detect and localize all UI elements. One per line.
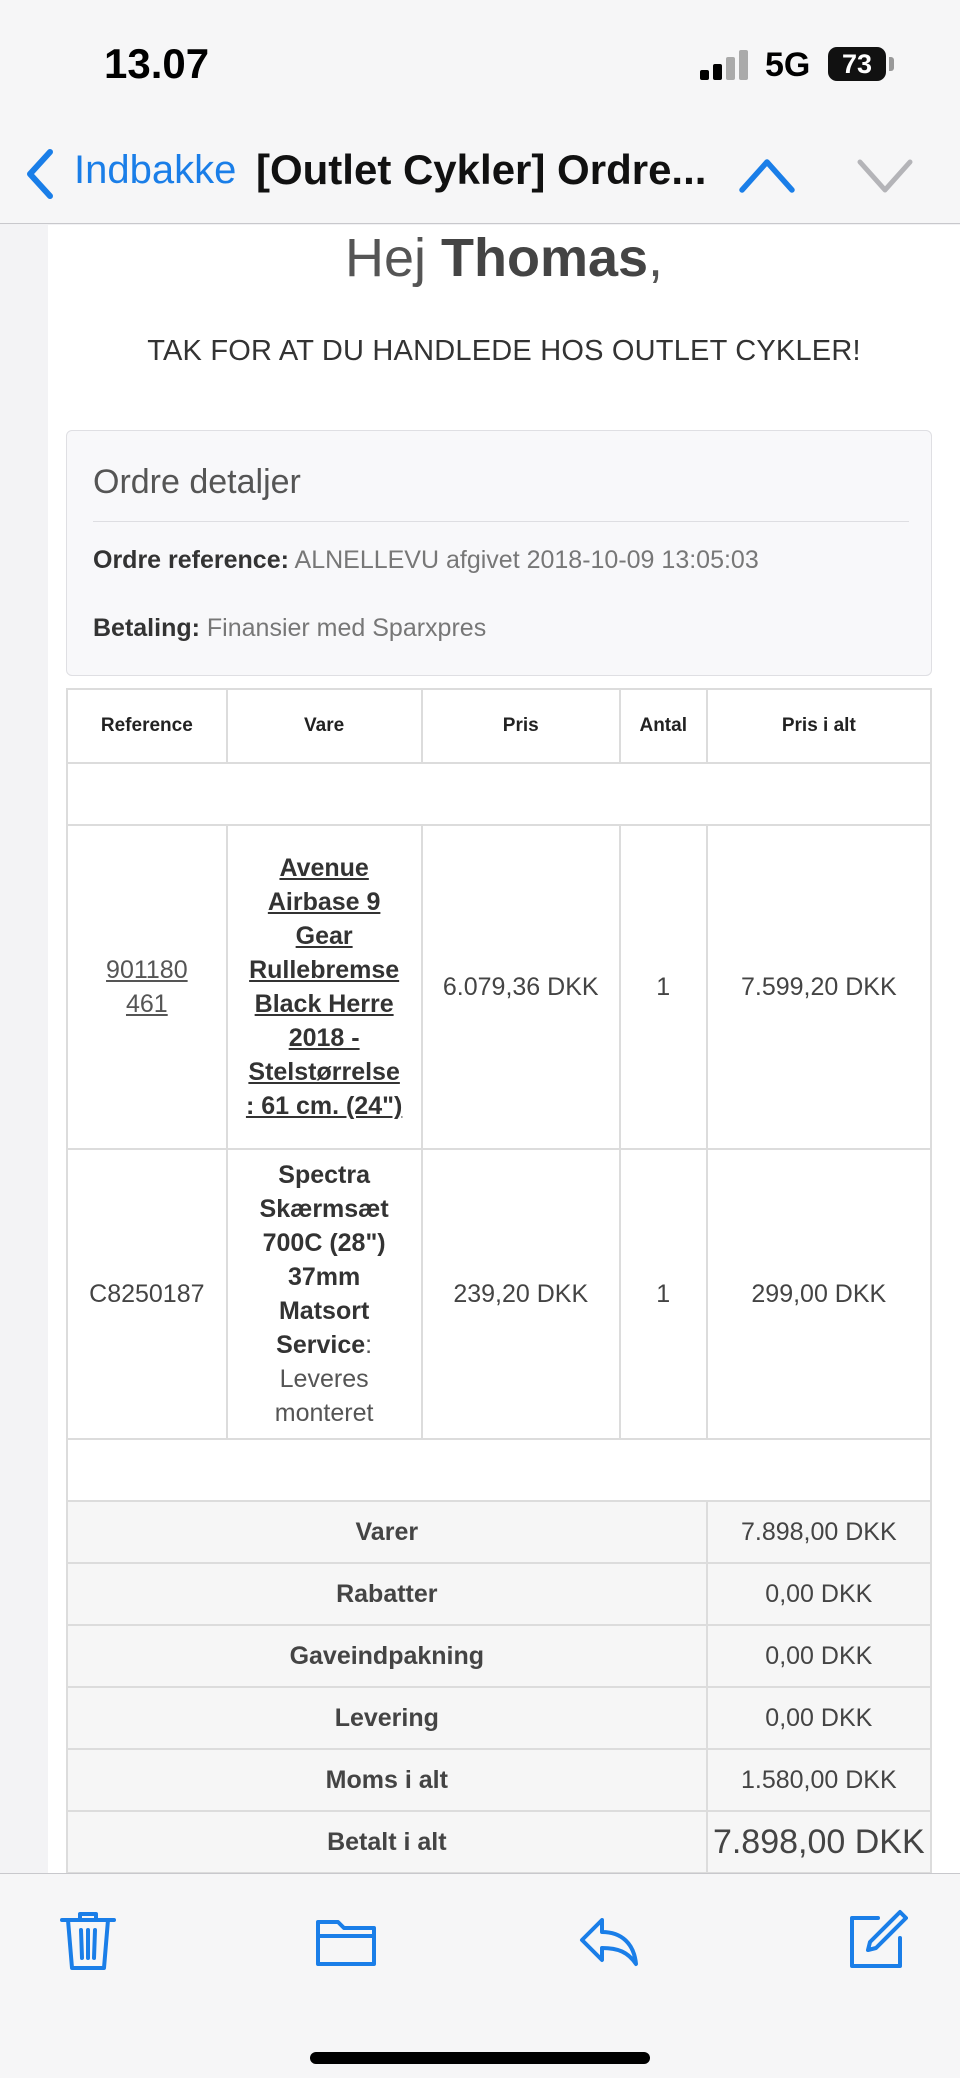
chevron-up-icon[interactable] <box>738 150 796 200</box>
reference-cell: C8250187 <box>67 1149 227 1439</box>
spacer-row <box>67 763 931 825</box>
signal-icon <box>700 50 752 80</box>
order-items-table <box>66 688 932 1873</box>
product-cell <box>227 1149 422 1439</box>
column-header: Vare <box>227 689 422 763</box>
summary-value: 0,00 DKK <box>707 1563 931 1625</box>
divider <box>93 521 909 522</box>
service-label: Service <box>276 1331 366 1359</box>
greeting-suffix: , <box>648 228 664 288</box>
bottom-toolbar <box>0 1873 960 2078</box>
service-value: : Leveres monteret <box>274 1331 374 1427</box>
summary-label: Varer <box>67 1501 707 1563</box>
summary-row <box>67 1687 931 1749</box>
nav-title: [Outlet Cykler] Ordre... <box>256 146 707 193</box>
network-label: 5G <box>765 46 811 84</box>
status-time: 13.07 <box>104 40 210 87</box>
summary-label: Rabatter <box>67 1563 707 1625</box>
table-header-row <box>67 689 931 763</box>
summary-label: Gaveindpakning <box>67 1625 707 1687</box>
column-header: Pris <box>422 689 620 763</box>
order-payment <box>93 614 486 643</box>
order-reference-value: ALNELLEVU afgivet 2018-10-09 13:05:03 <box>294 546 759 574</box>
product-reference-link[interactable]: 901180461 <box>106 956 188 1018</box>
total-cell: 299,00 DKK <box>707 1149 931 1439</box>
spacer-row <box>67 1439 931 1501</box>
reply-icon[interactable] <box>576 1908 640 1972</box>
battery-icon: 73 <box>828 47 886 81</box>
folder-icon[interactable] <box>314 1908 378 1972</box>
summary-value: 7.898,00 DKK <box>707 1501 931 1563</box>
back-button[interactable]: Indbakke <box>74 148 237 192</box>
greeting <box>48 227 960 289</box>
greeting-name: Thomas <box>440 228 649 288</box>
table-row <box>67 825 931 1149</box>
total-cell: 7.599,20 DKK <box>707 825 931 1149</box>
column-header: Reference <box>67 689 227 763</box>
summary-row <box>67 1625 931 1687</box>
product-cell <box>227 825 422 1149</box>
chevron-left-icon[interactable] <box>20 144 60 204</box>
summary-value: 0,00 DKK <box>707 1687 931 1749</box>
qty-cell: 1 <box>620 1149 707 1439</box>
status-bar <box>0 0 960 130</box>
summary-row <box>67 1501 931 1563</box>
summary-label: Betalt i alt <box>67 1811 707 1873</box>
nav-bar <box>0 130 960 224</box>
summary-row <box>67 1749 931 1811</box>
email-card <box>48 225 960 1873</box>
greeting-prefix: Hej <box>344 228 441 288</box>
order-reference-label: Ordre reference: <box>93 546 289 574</box>
compose-icon[interactable] <box>844 1908 908 1972</box>
price-cell: 6.079,36 DKK <box>422 825 620 1149</box>
price-cell: 239,20 DKK <box>422 1149 620 1439</box>
summary-value: 0,00 DKK <box>707 1625 931 1687</box>
qty-cell: 1 <box>620 825 707 1149</box>
product-name: Spectra Skærmsæt 700C (28") 37mm Matsort <box>259 1161 389 1325</box>
summary-label: Moms i alt <box>67 1749 707 1811</box>
trash-icon[interactable] <box>56 1908 120 1972</box>
order-details-heading: Ordre detaljer <box>93 463 301 501</box>
summary-row <box>67 1811 931 1873</box>
product-name[interactable]: Avenue Airbase 9 Gear Rullebremse Black Herre 2018 - Stelstørrelse : 61 cm. (24") <box>245 854 403 1120</box>
summary-label: Levering <box>67 1687 707 1749</box>
order-reference <box>93 546 759 575</box>
table-row <box>67 1149 931 1439</box>
summary-value: 1.580,00 DKK <box>707 1749 931 1811</box>
home-indicator <box>310 2052 650 2064</box>
summary-row <box>67 1563 931 1625</box>
chevron-down-icon[interactable] <box>856 150 914 200</box>
total-paid-value: 7.898,00 DKK <box>707 1811 931 1873</box>
battery-tip <box>889 57 894 71</box>
column-header: Antal <box>620 689 707 763</box>
reference-cell <box>67 825 227 1149</box>
column-header: Pris i alt <box>707 689 931 763</box>
email-body[interactable] <box>0 225 960 1873</box>
payment-label: Betaling: <box>93 614 200 642</box>
order-details-box <box>66 430 932 676</box>
product-name-link[interactable] <box>228 851 421 1123</box>
payment-value: Finansier med Sparxpres <box>206 614 487 642</box>
thanks-message: TAK FOR AT DU HANDLEDE HOS OUTLET CYKLER! <box>147 335 861 367</box>
